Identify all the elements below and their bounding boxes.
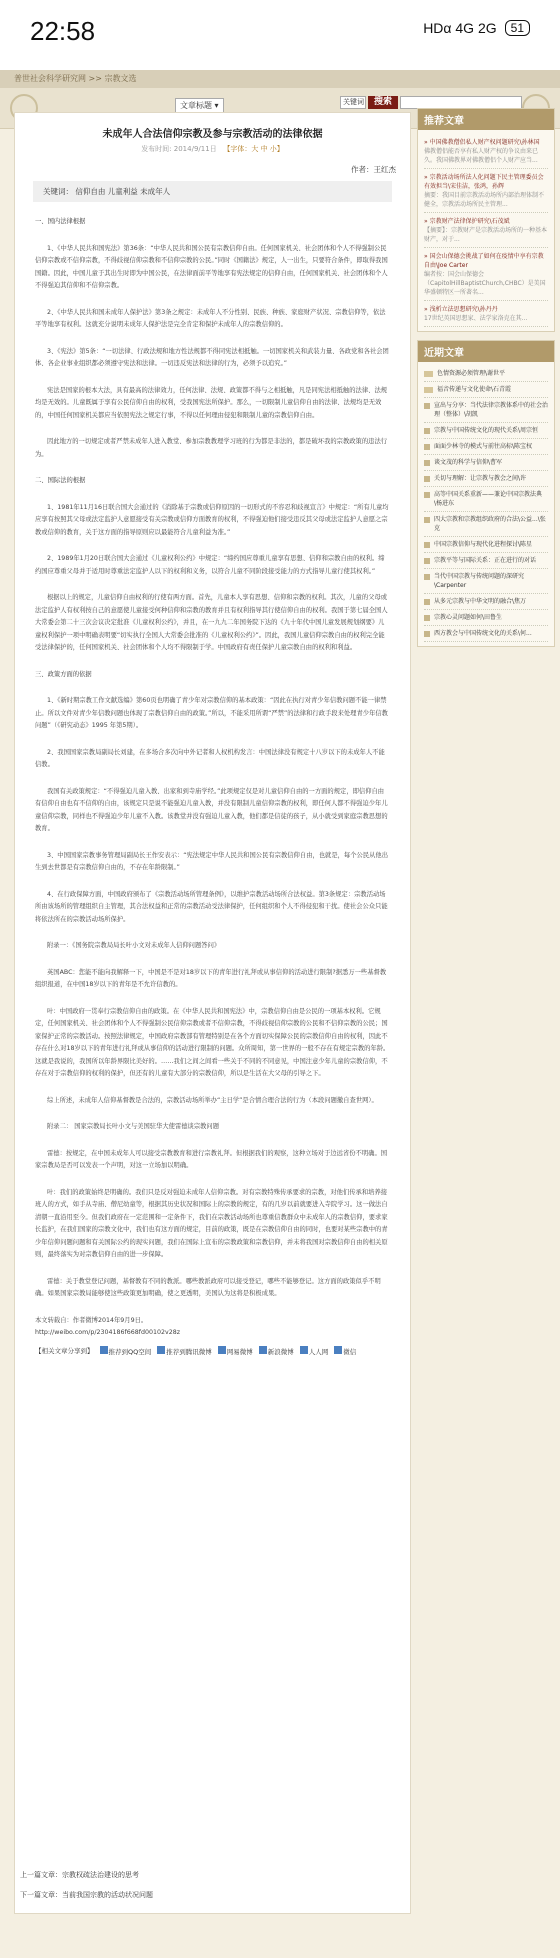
article-paragraph: 本文转载自：作者微博2014年9月9日。 [35,1316,148,1324]
recommend-item-summary: 17世纪英国思想家、法学家洛克在其... [424,314,548,327]
recommend-item-summary: 编者按：国会山保德会（CapitolHillBaptistChurch,CHBC）是美国华盛顿特区一所著名... [424,270,548,301]
article-paragraph: 英国ABC：您能不能向我解释一下，中国是不是对18岁以下的青年进行礼拜或从事信仰的活动进行限制?据悉万一些基督教组织报道，在中国18岁以下的青年是不允许信教的。 [35,968,387,988]
section-heading: 三、政策方面的依据 [35,670,92,678]
recent-item-label: 关切与理解：让宗教与教会之间\许 [434,475,527,482]
clock: 22:58 [30,16,96,46]
recommend-item-summary: 【摘要】：宗教财产是宗教活动场所的一种基本财产，对于... [424,226,548,248]
recent-item[interactable] [424,569,548,594]
field-select-value: 文章标题 [180,101,212,110]
article-paragraph: 1、《中华人民共和国宪法》第36条：“中华人民共和国公民有宗教信仰自由。任何国家机关、社会团体和个人不得强制公民信仰宗教或不信仰宗教，不得歧视信仰宗教和不信仰宗教的公民。”同时《国籍法》规定，人一出生，只要符合条件，即取得我国国籍。因此，中国儿童于其出生时即为中国公民，在法律面前平等地享有宪法规定的信仰自由，任何国家机关、社会团体和个人不得强迫其信仰和不信仰宗教。 [35,244,388,289]
share-link[interactable] [218,1346,253,1356]
share-icon [100,1346,108,1354]
signal-icon: HDα 4G 2G [423,20,497,36]
recommend-item-summary: 摘要：我国目前宗教活动场所内部治理体制不健全，宗教活动场所民主管理... [424,191,548,213]
recent-item-label: 面面少林寺的模式与前往高标\陈宝权 [434,443,533,450]
article-body [15,216,410,1340]
article-paragraph: 我国有关政策规定：“不得强迫儿童入教、出家和到寺庙学经。”此项规定仅是对儿童信仰自由的一方面的规定，即信仰自由有信仰自由也有不信仰的自由，该规定只是说不能强迫儿童入教，并没有限制儿童信仰宗教的权利，即任何人都不得强迫少年儿童信仰宗教，同样也不得强迫少年儿童不入教。该教堂并没有强迫儿童入教，他们都是信徒的孩子，从小就受到家庭宗教思想的教育。 [35,787,388,832]
battery-icon: 51 [505,20,530,36]
share-icon [300,1346,308,1354]
recommend-item-link[interactable]: » 宗教财产法律保护研究\石茂斌 [424,218,510,225]
bullet-icon [424,542,430,548]
recent-item-label: 宣出与分享：当代法律宗教体系中的社会治理（整体）\胡凯 [434,402,549,418]
article-paragraph: 叶：中国政府一贯奉行宗教信仰自由的政策。在《中华人民共和国宪法》中，宗教信仰自由是公民的一项基本权利。它规定，任何国家机关、社会团体和个人不得强制公民信仰宗教或者不信仰宗教，不得歧视信仰宗教的公民和不信仰宗教的公民；国家保护正常的宗教活动。按照法律规定，中国政府宗教部有管理特别是在各个方面切实保障公民的宗教信仰自由的权利，因此不存在什么对18岁以下的青年进行礼拜或从事信仰的活动进行限制的问题。众所周知，第一世界的一般不存在有规定宗教的年龄。这就是我说的，我国所以年龄界限比美好的。……我们之间之间看一些关于不同的不同意见，中国注意少年儿童的宗教信仰，不存在对于宗教信仰的权利的保护，但还有的儿童有大部分的宗教信仰，所以是生活在大父母的引导之下。 [35,1007,390,1077]
section-heading: 二、国际法的根据 [35,477,86,484]
article-paragraph: 雷德：按规定，在中国未成年人可以接受宗教教育和进行宗教礼拜。但根据我们的观察，这种立场对于边远省份不明确。国家宗教局是否可以发表一个声明，对这一立场加以明确。 [35,1149,388,1169]
font-size-switch[interactable]: 【字体：大 中 小】 [223,145,284,153]
share-link-label: 新浪微博 [267,1347,294,1356]
share-icon [218,1346,226,1354]
share-bar [35,1346,390,1356]
recent-item[interactable] [424,487,548,512]
share-link-label: 网易微博 [226,1347,253,1356]
bullet-icon [424,460,430,466]
article-panel [14,112,411,1914]
bullet-icon [424,517,430,523]
recommend-box [417,108,555,332]
status-bar [0,0,560,70]
breadcrumb: 普世社会科学研究网 >> 宗教文选 [0,70,560,88]
recent-item-label: 中国宗教信仰与现代化进程探讨\陈星 [434,541,533,548]
field-select[interactable]: 文章标题 ▾ [175,98,224,113]
recent-list [418,362,554,646]
recommend-item-link[interactable]: » 宗教活动场所法人化问题下民主管理委员会有效担当\宋佳洁，张鸿，孙辉 [424,174,544,190]
share-link[interactable] [334,1346,356,1356]
article-paragraph: 1、《新时期宗教工作文献选编》第60页也明确了青少年对宗教信仰的基本政策：“因此在执行对青少年信教问题不能一律禁止。所以文件对青少年信教问题也体现了宗教信仰自由的政策。”所以，不能采用所谓“严禁”的法律和行政手段来处理青少年信教问题”（《研究动态》1995 年第5期）。 [35,697,388,729]
bullet-icon [424,599,430,605]
recent-item[interactable] [424,626,548,642]
share-link[interactable] [100,1346,152,1356]
article-paragraph: 雷德：关于教堂登记问题，基督教有不同的教派。哪些教派政府可以接受登记，哪些不能够登记。这方面的政策似乎不明确。如果国家宗教局能够使这些政策更加明确，使之更透明，美国认为这将是积极成果。 [35,1277,381,1297]
recent-item-label: 宗教心灵问题如何\田鲁生 [434,614,503,621]
recommend-list [418,130,554,331]
recent-box [417,340,555,647]
bullet-icon [424,428,430,434]
article-paragraph: 2、我国国家宗教局副局长刘建，在多场合多次向中外记者和人权机构发言：中国法律没有规定十八岁以下的未成年人不能信教。 [35,748,385,768]
publish-date: 发布时间: 2014/9/11日 [141,145,217,153]
recommend-item-link[interactable]: » 中国佛教僧侣私人财产权问题研究\孙林国 [424,139,540,146]
bullet-icon [424,631,430,637]
recent-item[interactable] [424,382,548,398]
recent-item-label: 宗教平等与国际关系：正在进行的对话 [434,557,537,564]
section-heading: 一、国内法律根据 [35,218,86,225]
status-icons [423,20,530,36]
article-paragraph: 2、1989年1月20日联合国大会通过《儿童权利公约》中规定：“缔约国应尊重儿童享有思想、信仰和宗教自由的权利。缔约国应尊重父母并于适用时尊重法定监护人以下的权利和义务，以符合儿童不同阶段接受能力的方式指导儿童行使其权利。” [35,555,385,575]
recent-item[interactable] [424,471,548,487]
share-link[interactable] [157,1346,212,1356]
share-link-label: 推荐到QQ空间 [108,1347,152,1356]
recent-item-label: 福音传递与文化使命\石青霞 [437,386,512,393]
keywords-box: 关键词： 信仰自由 儿童利益 未成年人 [33,181,392,202]
recent-item[interactable] [424,366,548,382]
next-article-link[interactable]: 下一篇文章：当前我国宗教的活动状况问题 [20,1891,153,1899]
search-button[interactable]: 搜索 [368,96,398,109]
keyword-label-input[interactable]: 关键词 [340,96,366,109]
bullet-icon [424,615,430,621]
share-link[interactable] [300,1346,329,1356]
article-paragraph: 4、在行政保障方面，中国政府颁布了《宗教活动场所管理条例》，以维护宗教活动场所合法权益。第3条规定：宗教活动场所由该场所的管理组织自主管理，其合法权益和正常的宗教活动受法律保护，任何组织和个人不得侵犯和干扰。使社会公众只能将依法所在的宗教活动场所保护。 [35,890,388,923]
share-link-label: 人人网 [308,1347,329,1356]
article-paragraph: 根据以上的规定，儿童信仰自由权利的行使有两方面。首先，儿童本人享有思想、信仰和宗教的权利。其次，儿童的父母或法定监护人有权利按自己的意愿使儿童接受何种信仰和宗教的教育并且有权利指导其行使信仰自由的权利。我国于第七届全国人大常委会第二十三次会议决定批准《儿童权利公约》，并且，在一九九二年国务院下达的《九十年代中国儿童发展规划纲要》儿童权利保护一项中明确表明要“切实执行全国人大常委会批准的《儿童权利公约》”。因此，我国儿童信仰宗教自由的权利完全能受法律保护的，任何国家机关、社会团体和个人均不得限制于学。中国政府有责任保护儿童宗教自由的权利和利益。 [35,594,388,651]
recent-item[interactable] [424,594,548,610]
prev-article-link[interactable]: 上一篇文章：宗教权疏法治建设的思考 [20,1871,139,1879]
recent-item-label: 宗教与中国传统文化的现代关系\周宗恒 [434,427,539,434]
bullet-icon [424,444,430,450]
recent-item[interactable] [424,398,548,423]
recent-item-label: 从多元宗教与中华文明的融合\焦万 [434,598,527,605]
recent-item-label: 高等中国关系重新——兼论中国宗教法典\杨进东 [434,491,543,507]
recent-item[interactable] [424,610,548,626]
recent-item[interactable] [424,455,548,471]
bullet-icon [424,476,430,482]
article-paragraph: 2、《中华人民共和国未成年人保护法》第3条之规定：未成年人不分性别、民族、种族、家庭财产状况、宗教信仰等，依法平等地享有权利。这就充分说明未成年人保护法是完全肯定和保护未成年人的宗教信仰的。 [35,308,386,328]
recent-item[interactable] [424,537,548,553]
recommend-heading: 推荐文章 [418,109,554,130]
recent-item-label: 色情资源必须管理\谢世平 [437,370,506,377]
prev-next-nav [20,1870,153,1900]
share-icon [334,1346,342,1354]
share-label: 【相关文章分享到】 [35,1347,94,1355]
article-paragraph: 叶：我们的政策始终是明确的。我们只是反对强迫未成年人信仰宗教。对有宗教特殊传承要求的宗教，对他们传承和培养接班人的方式，如手从寺庙、僧尼幼童等，根据其历史状况和国际上的宗教的规定，有的几岁以前就要进入寺院学习。这一做法自清朝一直沿用至今。但我们政府在一定范围和一定条件下，我们在宗教活动场所也尊重信教群众中未成年人的宗教信仰，要求家长监护，在我们国家的宗教文化中，我们也有这方面的规定，目前的政策，既是在宗教信仰自由的同时，也要对某些宗教中的青少年信仰问题问题和有关国际公约的现实问题，我们在国际上宣布的宗教政策和宗教信仰，并未将我国对宗教信仰自由的相关原则，最终落实为对宗教信仰自由的进一步保障。 [35,1188,388,1258]
article-paragraph: http://weibo.com/p/2304186f668fd00102v28z [35,1329,181,1336]
article-meta [15,144,410,154]
bullet-icon [424,558,430,564]
recent-item-label: 当代中国宗教与传统问题的深研究\Carpenter [434,573,525,589]
bullet-icon [424,403,430,409]
article-paragraph: 宪法是国家的根本大法，具有最高的法律效力，任何法律、法规、政策都不得与之相抵触，凡是同宪法相抵触的法律、法规均是无效的。儿童既属于享有公民信仰自由的权利，受我国宪法所保护。那么，一切限制儿童信仰自由的法律、法规均是无效的，中国任何国家机关都应当依照宪法之规定行事，不得以任何理由侵犯和限制儿童的宗教信仰自由。 [35,386,388,419]
recent-item-label: 西方教会与中国传统文化的关系\何... [434,630,532,637]
article-paragraph: 附录一：《国务院宗教局局长叶小文对未成年人信仰问题答问》 [47,942,221,949]
recent-heading: 近期文章 [418,341,554,362]
recent-item-label: 谈文茂的科学与信仰\曹军 [434,459,503,466]
article-paragraph: 3、中国国家宗教事务管理局副局长王作安表示：“宪法规定中华人民共和国公民有宗教信仰自由，也就是，每个公民从他出生到去世都是有宗教信仰自由的，不存在年龄限制。” [35,851,389,871]
article-paragraph: 1、1981年11月16日联合国大会通过的《消除基于宗教或信仰原因的一切形式的不容忍和歧视宣言》中规定：“所有儿童均应享有按照其父母或法定监护人意愿接受有关宗教或信仰方面教育的权利，不得强迫他们接受违反其父母或法定监护人意愿之宗教或信仰的教育，关于这方面的指导原则应以最能符合儿童利益为准。” [35,503,389,536]
recent-item[interactable] [424,512,548,537]
article-paragraph: 附录二： 国家宗教局长叶小文与美国驻华大使雷德谈宗教问题 [47,1123,220,1130]
article-author: 作者：王红杰 [351,165,396,174]
share-link-label: 微信 [343,1347,357,1356]
article-paragraph: 因此地方的一切规定或者严禁未成年人进入教堂、参加宗教教理学习班的行为都是非法的，都是破坏我的宗教政策的违法行为。 [35,438,388,458]
recent-item[interactable] [424,439,548,455]
share-icon [157,1346,165,1354]
bullet-icon [424,387,433,393]
share-link-label: 推荐到腾讯微博 [166,1347,212,1356]
sidebar [417,108,555,655]
share-icon [259,1346,267,1354]
search-field-selector [175,98,224,113]
recent-item[interactable] [424,423,548,439]
bullet-icon [424,574,430,580]
bullet-icon [424,492,430,498]
article-paragraph: 3、《宪法》第5条：“一切法律、行政法规和地方性法规都不得同宪法相抵触。一切国家机关和武装力量、各政党和各社会团体、各企业事业组织都必须遵守宪法和法律。一切违反宪法和法律的行为，必须予以追究。” [35,347,389,367]
recommend-item-link[interactable]: » 国会山保德会挑战了如何在疫情中享有宗教自由\Joe Carter [424,253,544,269]
bullet-icon [424,371,433,377]
article-paragraph: 综上所述，未成年人信仰基督教是合法的，宗教活动场所举办“主日学”是合情合理合法的行为（本段问题撤自查世网）。 [47,1096,378,1104]
article-title: 未成年人合法信仰宗教及参与宗教活动的法律依据 [102,129,323,140]
recent-item-label: 四大宗教和宗教组织政府的合法\公益...\张克 [434,516,546,532]
share-link[interactable] [259,1346,294,1356]
recent-item[interactable] [424,553,548,569]
recommend-item-link[interactable]: » 浅析立法思想研究\孙丹丹 [424,306,498,313]
recommend-item-summary: 佛教僧侣能否享有私人财产权的争议由来已久。我国佛教界对佛教僧侣个人财产应当... [424,147,548,169]
